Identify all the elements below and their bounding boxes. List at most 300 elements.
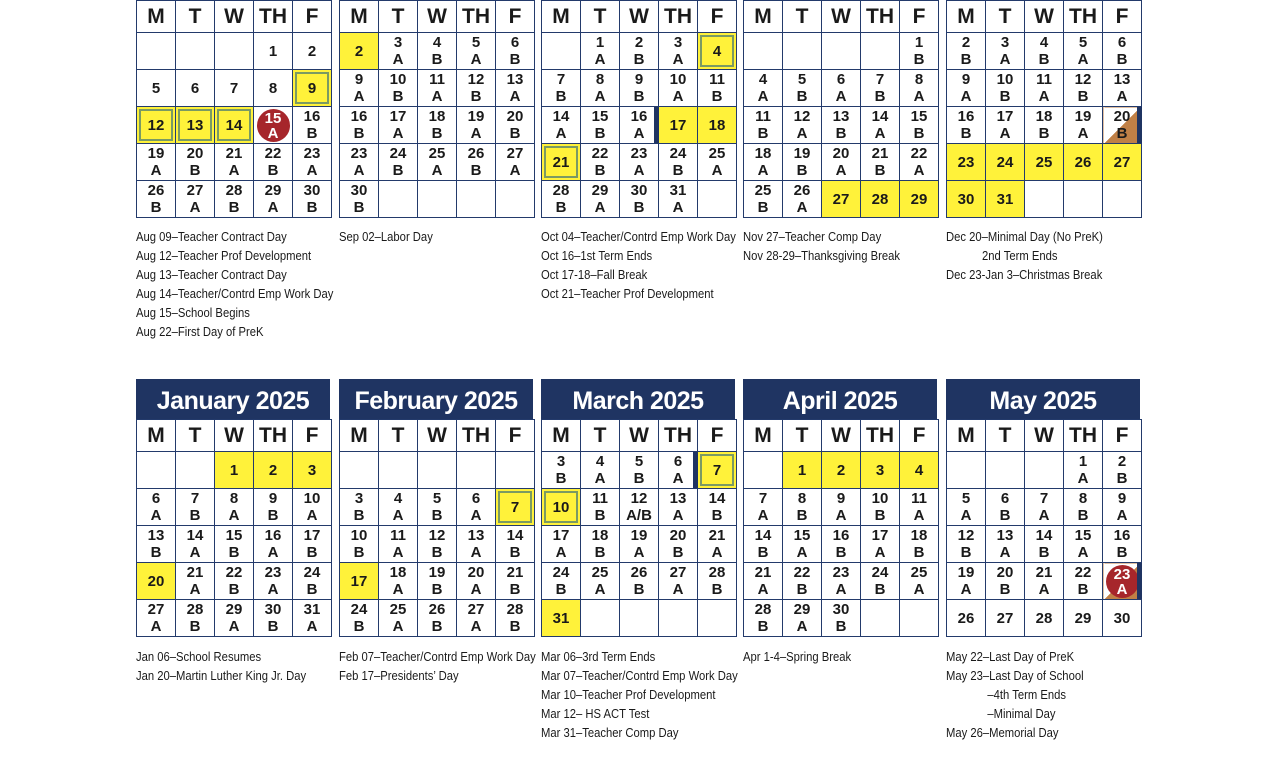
day-type: A bbox=[960, 88, 972, 105]
day-number: 4 bbox=[393, 490, 403, 507]
day-number: 2 bbox=[1117, 453, 1127, 470]
day-cell bbox=[1103, 144, 1142, 181]
day-number: 24 bbox=[669, 145, 687, 162]
day-type: B bbox=[796, 88, 808, 105]
day-cell bbox=[176, 144, 215, 181]
day-number: 17 bbox=[871, 527, 889, 544]
weekday-t: T bbox=[379, 1, 418, 33]
day-number: 4 bbox=[914, 461, 924, 479]
weekday-f: F bbox=[900, 1, 939, 33]
day-type: B bbox=[392, 88, 404, 105]
day-number: 30 bbox=[630, 182, 648, 199]
day-number: 20 bbox=[669, 527, 687, 544]
empty-cell bbox=[340, 452, 379, 489]
day-cell bbox=[137, 107, 176, 144]
day-cell bbox=[418, 33, 457, 70]
week-row bbox=[947, 70, 1142, 107]
day-number: 4 bbox=[1039, 34, 1049, 51]
day-type: A bbox=[711, 162, 723, 179]
day-number: 19 bbox=[147, 145, 165, 162]
day-cell bbox=[659, 70, 698, 107]
day-type: B bbox=[999, 88, 1011, 105]
day-number: 3 bbox=[875, 461, 885, 479]
empty-cell bbox=[744, 33, 783, 70]
day-type: A bbox=[672, 51, 684, 68]
day-type: A bbox=[228, 507, 240, 524]
day-cell bbox=[947, 489, 986, 526]
day-cell bbox=[1064, 489, 1103, 526]
day-number: 8 bbox=[229, 490, 239, 507]
day-number: 10 bbox=[389, 71, 407, 88]
day-number: 17 bbox=[303, 527, 321, 544]
day-number: 8 bbox=[1078, 490, 1088, 507]
weekday-f: F bbox=[900, 420, 939, 452]
day-number: 29 bbox=[264, 182, 282, 199]
day-cell bbox=[783, 526, 822, 563]
day-number: 15 bbox=[1074, 527, 1092, 544]
day-cell bbox=[861, 70, 900, 107]
day-type: A bbox=[392, 618, 404, 635]
day-type: A bbox=[796, 199, 808, 216]
day-number: 7 bbox=[510, 498, 520, 516]
weekday-header bbox=[744, 1, 939, 33]
day-number: 25 bbox=[708, 145, 726, 162]
weekday-header bbox=[340, 420, 535, 452]
day-cell bbox=[947, 144, 986, 181]
day-number: 31 bbox=[669, 182, 687, 199]
week-row bbox=[542, 181, 737, 218]
day-type: A bbox=[633, 544, 645, 561]
week-row bbox=[947, 33, 1142, 70]
day-cell bbox=[783, 181, 822, 218]
month-aug bbox=[136, 0, 330, 218]
day-type: A bbox=[306, 162, 318, 179]
day-number: 11 bbox=[592, 490, 608, 507]
day-number: 27 bbox=[669, 564, 687, 581]
day-number: 1 bbox=[797, 461, 807, 479]
day-type: B bbox=[509, 51, 521, 68]
highlight-circle bbox=[1106, 565, 1139, 598]
day-type: A bbox=[672, 507, 684, 524]
day-type: A bbox=[555, 544, 567, 561]
day-number: 18 bbox=[591, 527, 609, 544]
empty-cell bbox=[1025, 181, 1064, 218]
day-type: B bbox=[1116, 544, 1128, 561]
day-number: 14 bbox=[708, 490, 726, 507]
week-row bbox=[542, 526, 737, 563]
day-number: 20 bbox=[147, 572, 165, 590]
weekday-w: W bbox=[822, 1, 861, 33]
day-cell bbox=[698, 70, 737, 107]
empty-cell bbox=[581, 600, 620, 637]
day-cell bbox=[986, 144, 1025, 181]
week-row bbox=[340, 452, 535, 489]
day-type: B bbox=[431, 581, 443, 598]
weekday-t: T bbox=[986, 1, 1025, 33]
day-number: 27 bbox=[832, 190, 850, 208]
day-type: A bbox=[228, 618, 240, 635]
note-line: –4th Term Ends bbox=[987, 688, 1066, 702]
day-cell bbox=[900, 33, 939, 70]
week-row bbox=[744, 107, 939, 144]
day-number: 6 bbox=[673, 453, 683, 470]
day-number: 24 bbox=[871, 564, 889, 581]
day-cell bbox=[418, 70, 457, 107]
day-number: 3 bbox=[1000, 34, 1010, 51]
day-type: B bbox=[594, 544, 606, 561]
day-number: 9 bbox=[961, 71, 971, 88]
day-number: 26 bbox=[428, 601, 446, 618]
day-cell bbox=[379, 144, 418, 181]
day-number: 10 bbox=[303, 490, 321, 507]
weekday-header bbox=[137, 420, 332, 452]
day-type: B bbox=[913, 544, 925, 561]
day-cell bbox=[620, 33, 659, 70]
weekday-header bbox=[947, 1, 1142, 33]
day-type: B bbox=[431, 507, 443, 524]
day-number: 3 bbox=[673, 34, 683, 51]
weekday-w: W bbox=[620, 1, 659, 33]
day-cell bbox=[986, 600, 1025, 637]
weekday-f: F bbox=[1103, 420, 1142, 452]
day-number: 5 bbox=[634, 453, 644, 470]
empty-cell bbox=[861, 600, 900, 637]
day-cell bbox=[542, 107, 581, 144]
day-type: B bbox=[672, 544, 684, 561]
day-number: 21 bbox=[708, 527, 726, 544]
day-type: A bbox=[672, 470, 684, 487]
day-type: B bbox=[1038, 51, 1050, 68]
day-number: 11 bbox=[911, 490, 927, 507]
weekday-t: T bbox=[581, 420, 620, 452]
day-number: 6 bbox=[836, 71, 846, 88]
weekday-m: M bbox=[947, 1, 986, 33]
day-type: B bbox=[555, 88, 567, 105]
day-type: B bbox=[796, 507, 808, 524]
weekday-t: T bbox=[581, 1, 620, 33]
month-notes bbox=[743, 648, 851, 667]
month-feb bbox=[339, 379, 533, 637]
day-type: B bbox=[1116, 125, 1128, 142]
empty-cell bbox=[379, 452, 418, 489]
day-number: 30 bbox=[1113, 609, 1131, 627]
day-type: B bbox=[594, 125, 606, 142]
month-title: February 2025 bbox=[339, 379, 533, 419]
day-number: 30 bbox=[264, 601, 282, 618]
day-number: 4 bbox=[595, 453, 605, 470]
weekday-th: TH bbox=[457, 1, 496, 33]
weekday-t: T bbox=[986, 420, 1025, 452]
calendar-grid bbox=[946, 419, 1142, 637]
day-type: B bbox=[960, 544, 972, 561]
day-number: 18 bbox=[708, 116, 726, 134]
month-title: April 2025 bbox=[743, 379, 937, 419]
day-number: 13 bbox=[147, 527, 165, 544]
day-type: B bbox=[228, 581, 240, 598]
day-type: B bbox=[431, 51, 443, 68]
day-type: A bbox=[267, 544, 279, 561]
day-number: 28 bbox=[552, 182, 570, 199]
week-row bbox=[744, 452, 939, 489]
day-cell bbox=[986, 33, 1025, 70]
day-cell bbox=[744, 526, 783, 563]
day-cell bbox=[659, 33, 698, 70]
day-type: B bbox=[913, 51, 925, 68]
week-row bbox=[137, 526, 332, 563]
day-cell bbox=[1103, 526, 1142, 563]
day-number: 17 bbox=[669, 116, 687, 134]
day-number: 24 bbox=[389, 145, 407, 162]
day-number: 3 bbox=[393, 34, 403, 51]
day-type: A bbox=[594, 581, 606, 598]
weekday-f: F bbox=[698, 420, 737, 452]
weekday-w: W bbox=[822, 420, 861, 452]
note-line: Aug 15–School Begins bbox=[136, 306, 250, 320]
day-type: B bbox=[913, 125, 925, 142]
day-number: 17 bbox=[350, 572, 368, 590]
month-notes bbox=[339, 228, 433, 247]
day-cell bbox=[822, 107, 861, 144]
day-cell bbox=[137, 181, 176, 218]
day-cell bbox=[900, 70, 939, 107]
day-cell bbox=[947, 107, 986, 144]
day-number: 14 bbox=[754, 527, 772, 544]
day-cell bbox=[340, 144, 379, 181]
day-cell bbox=[900, 526, 939, 563]
note-line: May 23–Last Day of School bbox=[946, 669, 1084, 683]
month-mar bbox=[541, 379, 735, 637]
note-line: Mar 07–Teacher/Contrd Emp Work Day bbox=[541, 669, 738, 683]
weekday-t: T bbox=[379, 420, 418, 452]
day-cell bbox=[418, 144, 457, 181]
calendar-grid bbox=[541, 0, 737, 218]
week-row bbox=[744, 144, 939, 181]
day-type: A bbox=[470, 51, 482, 68]
day-number: 21 bbox=[754, 564, 772, 581]
day-type: B bbox=[267, 507, 279, 524]
day-cell bbox=[1103, 33, 1142, 70]
day-type: B bbox=[228, 199, 240, 216]
week-row bbox=[947, 526, 1142, 563]
day-number: 12 bbox=[428, 527, 446, 544]
day-type: A bbox=[1116, 507, 1128, 524]
day-number: 26 bbox=[630, 564, 648, 581]
day-cell bbox=[137, 563, 176, 600]
day-number: 4 bbox=[758, 71, 768, 88]
note-line: Feb 07–Teacher/Contrd Emp Work Day bbox=[339, 650, 536, 664]
day-cell bbox=[822, 600, 861, 637]
day-type: B bbox=[555, 199, 567, 216]
day-cell bbox=[137, 526, 176, 563]
day-number: 2 bbox=[354, 42, 364, 60]
day-cell bbox=[581, 452, 620, 489]
day-number: 19 bbox=[957, 564, 975, 581]
empty-cell bbox=[176, 33, 215, 70]
week-row bbox=[947, 489, 1142, 526]
day-type: B bbox=[306, 544, 318, 561]
day-number: 16 bbox=[957, 108, 975, 125]
day-cell bbox=[744, 600, 783, 637]
empty-cell bbox=[176, 452, 215, 489]
day-type: B bbox=[228, 544, 240, 561]
day-number: 20 bbox=[996, 564, 1014, 581]
day-cell bbox=[340, 563, 379, 600]
day-type: B bbox=[874, 507, 886, 524]
day-type: B bbox=[757, 125, 769, 142]
day-type: A bbox=[431, 162, 443, 179]
day-type: B bbox=[150, 199, 162, 216]
day-cell bbox=[620, 144, 659, 181]
day-type: A/B bbox=[626, 507, 652, 524]
day-type: B bbox=[555, 470, 567, 487]
day-number: 28 bbox=[186, 601, 204, 618]
day-number: 10 bbox=[871, 490, 889, 507]
day-number: 28 bbox=[708, 564, 726, 581]
day-type: B bbox=[960, 51, 972, 68]
day-type: A bbox=[392, 581, 404, 598]
day-number: 14 bbox=[225, 116, 243, 134]
day-type: A bbox=[1116, 88, 1128, 105]
day-type: B bbox=[711, 507, 723, 524]
day-number: 20 bbox=[832, 145, 850, 162]
day-cell bbox=[1025, 600, 1064, 637]
day-cell bbox=[542, 600, 581, 637]
month-notes bbox=[541, 648, 738, 743]
day-type: B bbox=[874, 88, 886, 105]
day-number: 10 bbox=[552, 498, 570, 516]
day-type: A bbox=[913, 581, 925, 598]
day-type: B bbox=[470, 162, 482, 179]
day-type: A bbox=[913, 507, 925, 524]
day-number: 13 bbox=[832, 108, 850, 125]
month-title: May 2025 bbox=[946, 379, 1140, 419]
weekday-w: W bbox=[1025, 1, 1064, 33]
day-cell bbox=[744, 181, 783, 218]
day-cell bbox=[137, 144, 176, 181]
day-type: A bbox=[999, 544, 1011, 561]
day-number: 5 bbox=[432, 490, 442, 507]
week-row bbox=[947, 600, 1142, 637]
day-cell bbox=[861, 526, 900, 563]
day-cell bbox=[215, 107, 254, 144]
day-type: A bbox=[633, 162, 645, 179]
day-number: 12 bbox=[957, 527, 975, 544]
day-type: B bbox=[999, 581, 1011, 598]
day-cell bbox=[744, 107, 783, 144]
day-number: 27 bbox=[147, 601, 165, 618]
day-type: A bbox=[150, 507, 162, 524]
week-row bbox=[542, 70, 737, 107]
day-number: 27 bbox=[186, 182, 204, 199]
day-cell bbox=[215, 452, 254, 489]
day-number: 16 bbox=[350, 108, 368, 125]
week-row bbox=[137, 563, 332, 600]
day-number: 13 bbox=[186, 116, 204, 134]
day-cell bbox=[620, 70, 659, 107]
day-cell bbox=[620, 563, 659, 600]
day-number: 21 bbox=[506, 564, 524, 581]
day-cell bbox=[659, 181, 698, 218]
month-notes bbox=[136, 648, 306, 686]
weekday-th: TH bbox=[659, 420, 698, 452]
day-type: A bbox=[757, 162, 769, 179]
day-number: 18 bbox=[389, 564, 407, 581]
day-cell bbox=[783, 107, 822, 144]
day-cell bbox=[215, 181, 254, 218]
day-number: 5 bbox=[1078, 34, 1088, 51]
day-number: 13 bbox=[506, 71, 524, 88]
day-type: A bbox=[189, 544, 201, 561]
day-number: 19 bbox=[630, 527, 648, 544]
weekday-w: W bbox=[215, 420, 254, 452]
day-type: B bbox=[1116, 470, 1128, 487]
day-type: B bbox=[960, 125, 972, 142]
day-cell bbox=[137, 600, 176, 637]
day-number: 24 bbox=[303, 564, 321, 581]
week-row bbox=[744, 181, 939, 218]
day-type: A bbox=[835, 162, 847, 179]
day-cell bbox=[379, 600, 418, 637]
day-type: A bbox=[757, 88, 769, 105]
day-type: A bbox=[306, 507, 318, 524]
day-number: 13 bbox=[996, 527, 1014, 544]
day-cell bbox=[698, 33, 737, 70]
day-type: A bbox=[874, 125, 886, 142]
day-cell bbox=[340, 33, 379, 70]
empty-cell bbox=[496, 452, 535, 489]
day-number: 11 bbox=[1036, 71, 1052, 88]
day-number: 19 bbox=[428, 564, 446, 581]
day-cell bbox=[542, 526, 581, 563]
day-number: 11 bbox=[709, 71, 725, 88]
day-type: B bbox=[757, 199, 769, 216]
day-cell bbox=[581, 70, 620, 107]
day-type: A bbox=[999, 125, 1011, 142]
day-cell bbox=[659, 563, 698, 600]
day-type: B bbox=[594, 507, 606, 524]
day-cell bbox=[215, 600, 254, 637]
day-cell bbox=[340, 70, 379, 107]
day-type: A bbox=[835, 507, 847, 524]
day-cell bbox=[659, 107, 698, 144]
day-cell bbox=[176, 107, 215, 144]
day-type: B bbox=[633, 199, 645, 216]
day-cell bbox=[744, 144, 783, 181]
day-number: 29 bbox=[225, 601, 243, 618]
week-row bbox=[744, 563, 939, 600]
weekday-f: F bbox=[698, 1, 737, 33]
day-number: 25 bbox=[428, 145, 446, 162]
day-type: A bbox=[392, 544, 404, 561]
month-may bbox=[946, 379, 1140, 637]
day-cell bbox=[254, 107, 293, 144]
day-type: B bbox=[711, 581, 723, 598]
day-cell bbox=[542, 70, 581, 107]
day-cell bbox=[698, 489, 737, 526]
week-row bbox=[340, 489, 535, 526]
day-cell bbox=[581, 563, 620, 600]
day-number: 7 bbox=[758, 490, 768, 507]
day-number: 22 bbox=[264, 145, 282, 162]
day-cell bbox=[659, 489, 698, 526]
day-number: 26 bbox=[957, 609, 975, 627]
day-number: 22 bbox=[591, 145, 609, 162]
day-number: 21 bbox=[186, 564, 204, 581]
empty-cell bbox=[137, 33, 176, 70]
day-cell bbox=[620, 526, 659, 563]
day-cell bbox=[581, 144, 620, 181]
day-type: A bbox=[1038, 507, 1050, 524]
